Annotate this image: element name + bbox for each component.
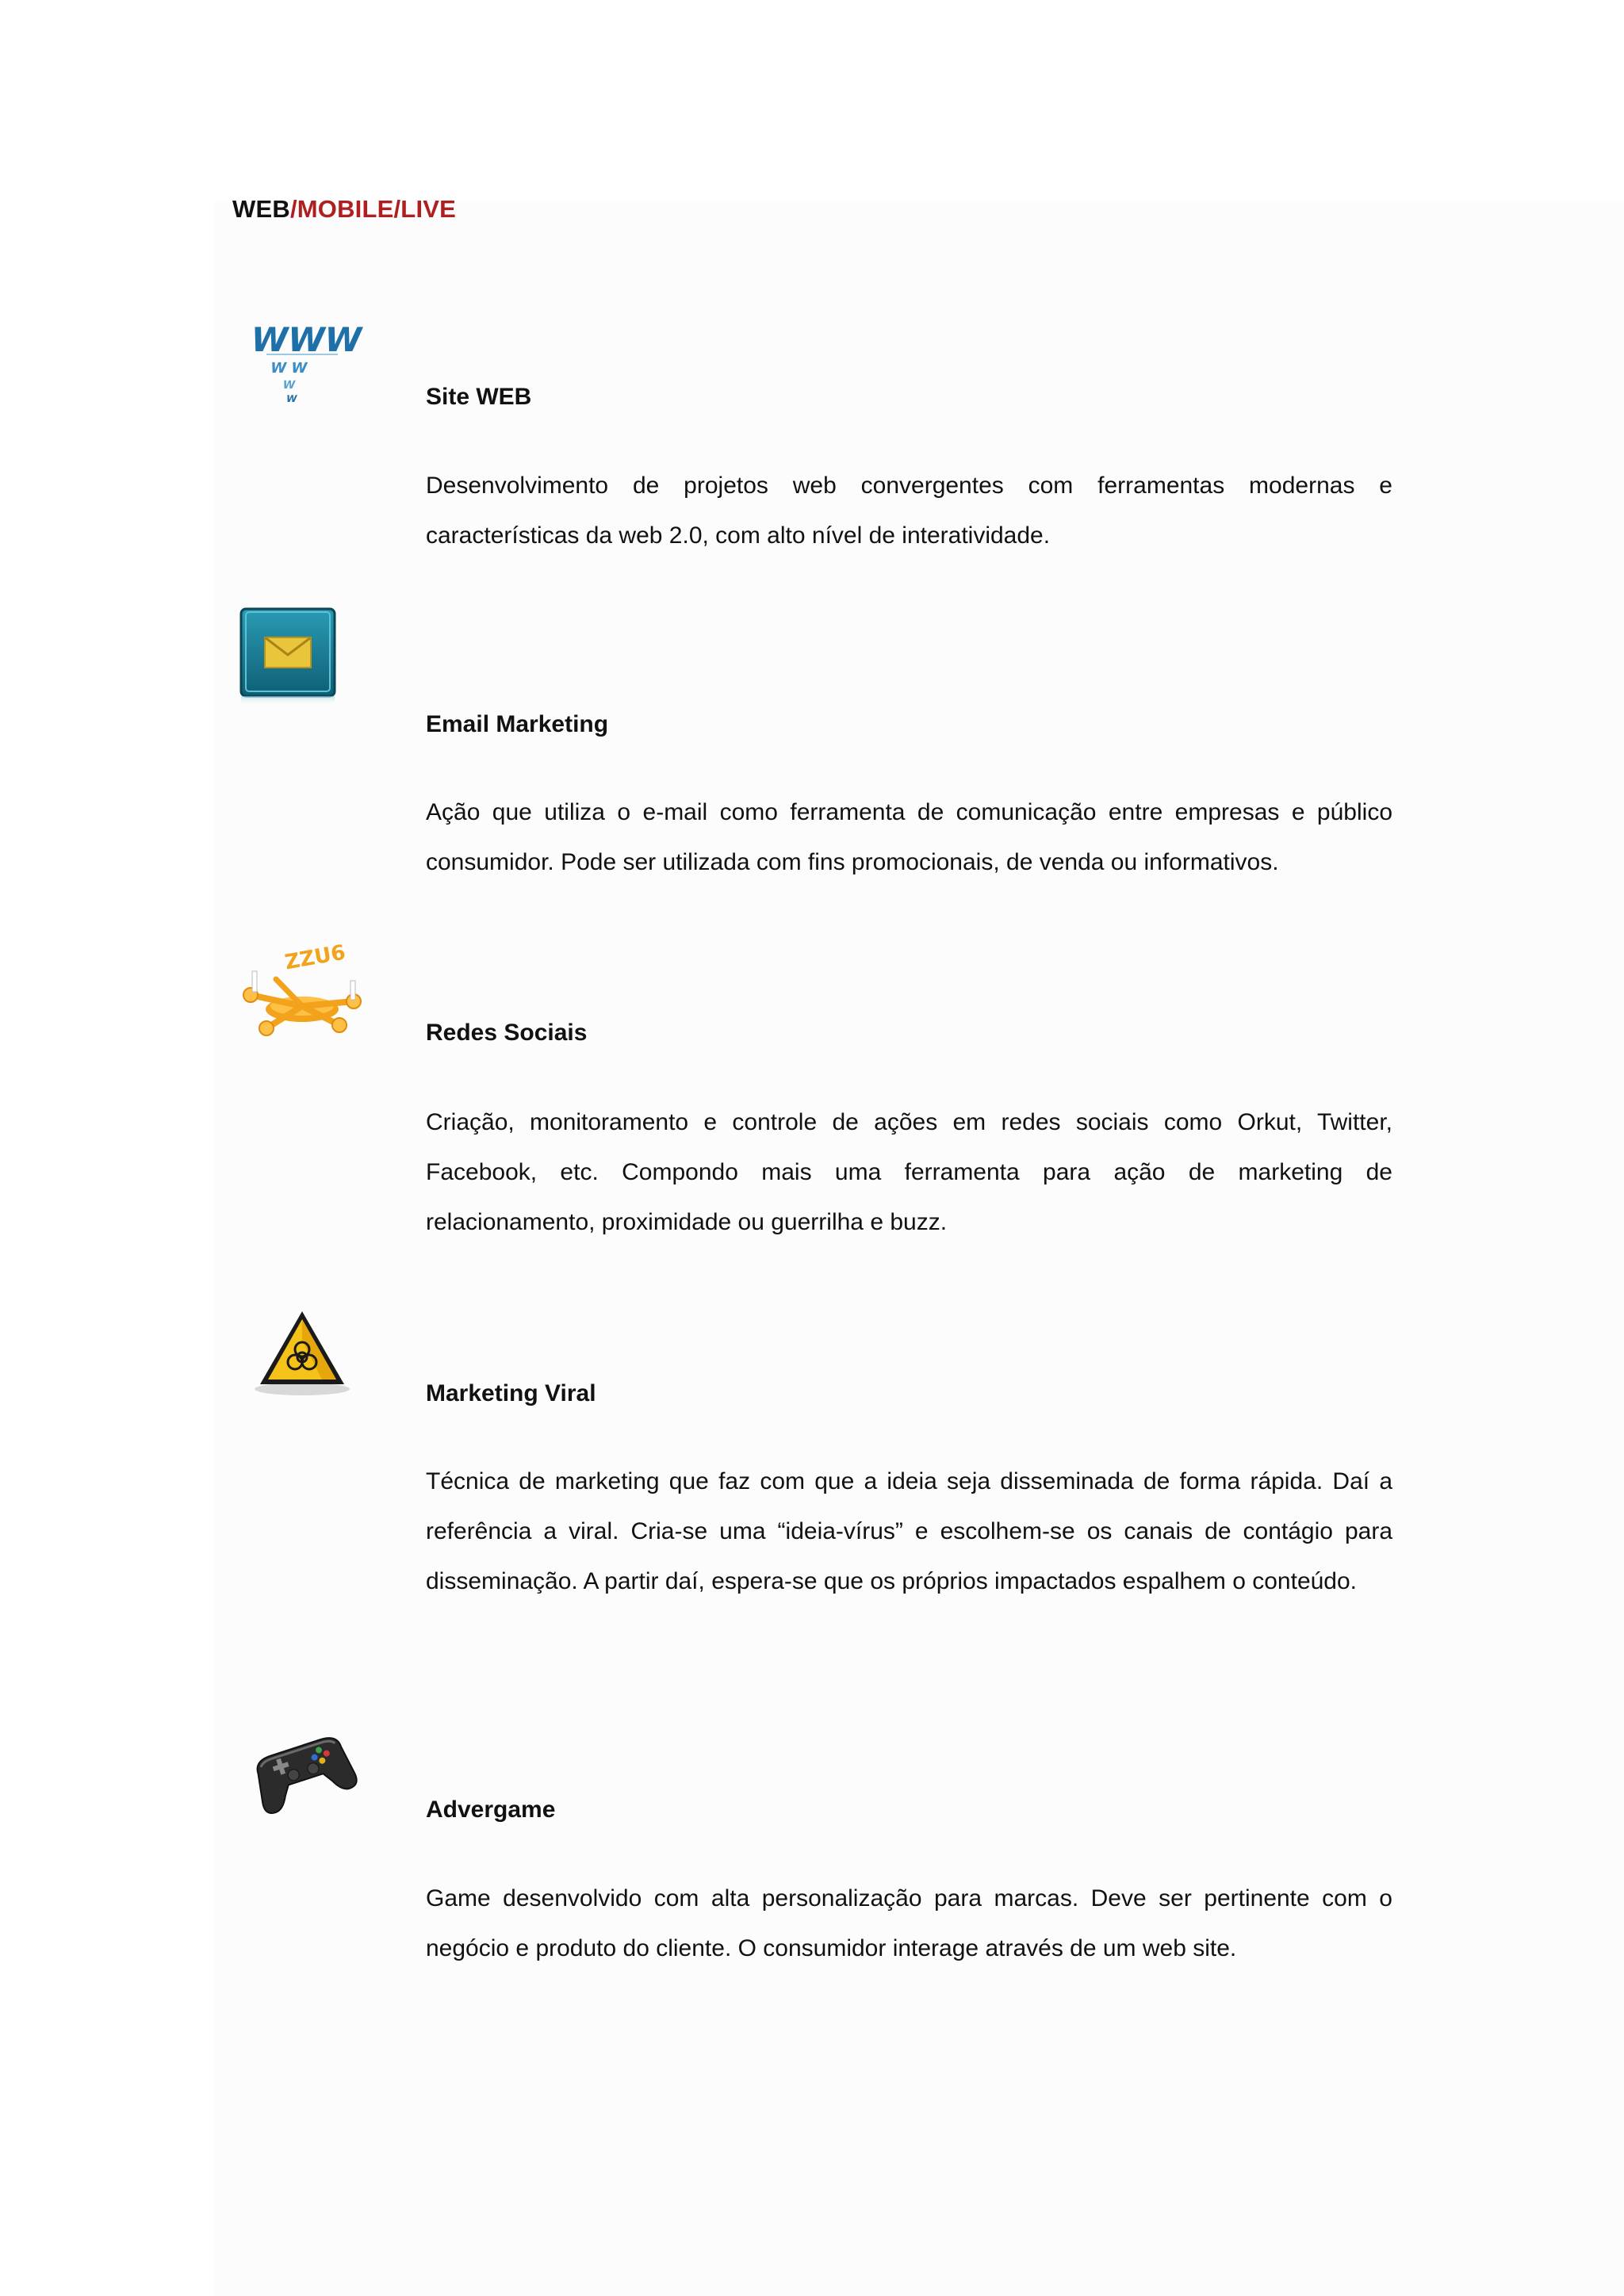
service-title: Marketing Viral: [426, 1380, 596, 1406]
svg-text:ZZU6: ZZU6: [283, 940, 347, 975]
service-title: Redes Sociais: [426, 1020, 588, 1046]
page-heading: [232, 195, 456, 224]
service-description: Técnica de marketing que faz com que a ideia seja disseminada de forma rápida. Daí a referência a viral. Cria-se uma “ideia-vírus” e escolhem-se os canais de contágio para disseminação. A partir daí, espera-se que os próprios impactados espalhem o conteúdo.: [426, 1468, 1392, 1594]
svg-text:W W: W W: [269, 360, 309, 377]
gamepad-icon: [235, 1716, 370, 1820]
heading-web: WEB: [232, 195, 290, 223]
envelope-icon: [235, 603, 370, 706]
heading-mobile-live: /MOBILE/LIVE: [289, 195, 457, 223]
service-title: Email Marketing: [426, 711, 609, 737]
service-description: Ação que utiliza o e-mail como ferramenta de comunicação entre empresas e público consumidor. Pode ser utilizada com fins promocionais, de venda ou informativos.: [426, 799, 1392, 875]
service-title: Advergame: [426, 1797, 556, 1823]
service-title: Site WEB: [426, 384, 532, 410]
svg-text:W: W: [281, 379, 297, 392]
service-description: Game desenvolvido com alta personalização para marcas. Deve ser pertinente com o negócio e produto do cliente. O consumidor interage através de um web site.: [426, 1885, 1392, 1961]
service-description: Desenvolvimento de projetos web convergentes com ferramentas modernas e características da web 2.0, com alto nível de interatividade.: [426, 473, 1392, 549]
network-icon: [235, 939, 370, 1043]
service-description: Criação, monitoramento e controle de ações em redes sociais como Orkut, Twitter, Facebook, etc. Compondo mais uma ferramenta para ação de marketing de relacionamento, proximidade ou guerrilha e buzz.: [426, 1109, 1392, 1235]
biohazard-icon: [235, 1300, 370, 1403]
svg-text:WWW: WWW: [247, 321, 366, 360]
www-icon: [235, 313, 370, 416]
svg-text:W: W: [285, 393, 298, 404]
